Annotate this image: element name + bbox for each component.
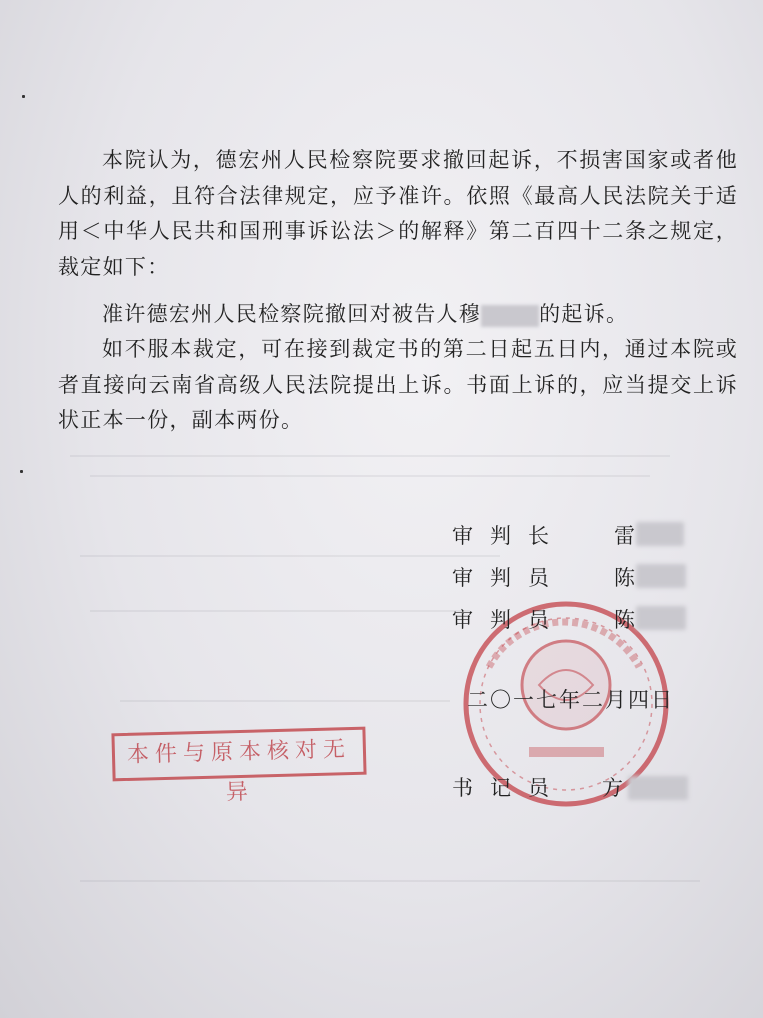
- redacted-name: [481, 305, 539, 327]
- ruling-reason-paragraph: 本院认为，德宏州人民检察院要求撤回起诉，不损害国家或者他人的利益，且符合法律规定，应予准许。依照《最高人民法院关于适用＜中华人民共和国刑事诉讼法＞的解释》第二百四十二条之规定，裁定如下：: [58, 148, 738, 279]
- ruling-date: 二〇一七年二月四日: [467, 688, 674, 712]
- bleed-through-line: [120, 700, 450, 702]
- bleed-through-line: [80, 880, 700, 882]
- copy-verified-stamp: 本件与原本核对无异: [111, 727, 366, 782]
- signature-row-judge-1: [452, 562, 742, 592]
- signature-role: 审判长: [452, 524, 566, 548]
- bleed-through-line: [70, 455, 670, 457]
- signature-name: 雷: [614, 524, 635, 548]
- redacted-name: [636, 522, 684, 546]
- bleed-through-line: [80, 555, 500, 557]
- signature-role: 书记员: [452, 776, 566, 800]
- bleed-through-line: [90, 475, 650, 477]
- redacted-name: [628, 776, 688, 800]
- redacted-name: [636, 564, 686, 588]
- ruling-decision-suffix: 的起诉。: [539, 302, 629, 326]
- signature-row-judge-2: [452, 604, 742, 634]
- signature-name: 陈: [614, 566, 635, 590]
- binding-dot: [20, 470, 23, 473]
- ruling-decision-text: 准许德宏州人民检察院撤回对被告人穆: [102, 302, 482, 326]
- signature-row-clerk: [452, 772, 742, 802]
- binding-dot: [22, 95, 25, 98]
- signature-name: 方: [602, 776, 623, 800]
- bleed-through-line: [90, 610, 470, 612]
- appeal-notice-paragraph: 如不服本裁定，可在接到裁定书的第二日起五日内，通过本院或者直接向云南省高级人民法院提出上诉。书面上诉的，应当提交上诉状正本一份，副本两份。: [58, 337, 738, 432]
- ruling-decision-paragraph: [58, 297, 738, 333]
- redacted-name: [636, 606, 686, 630]
- signature-role: 审判员: [452, 566, 566, 590]
- signature-row-chief-judge: [452, 520, 742, 550]
- signature-name: 陈: [614, 608, 635, 632]
- signature-role: 审判员: [452, 608, 566, 632]
